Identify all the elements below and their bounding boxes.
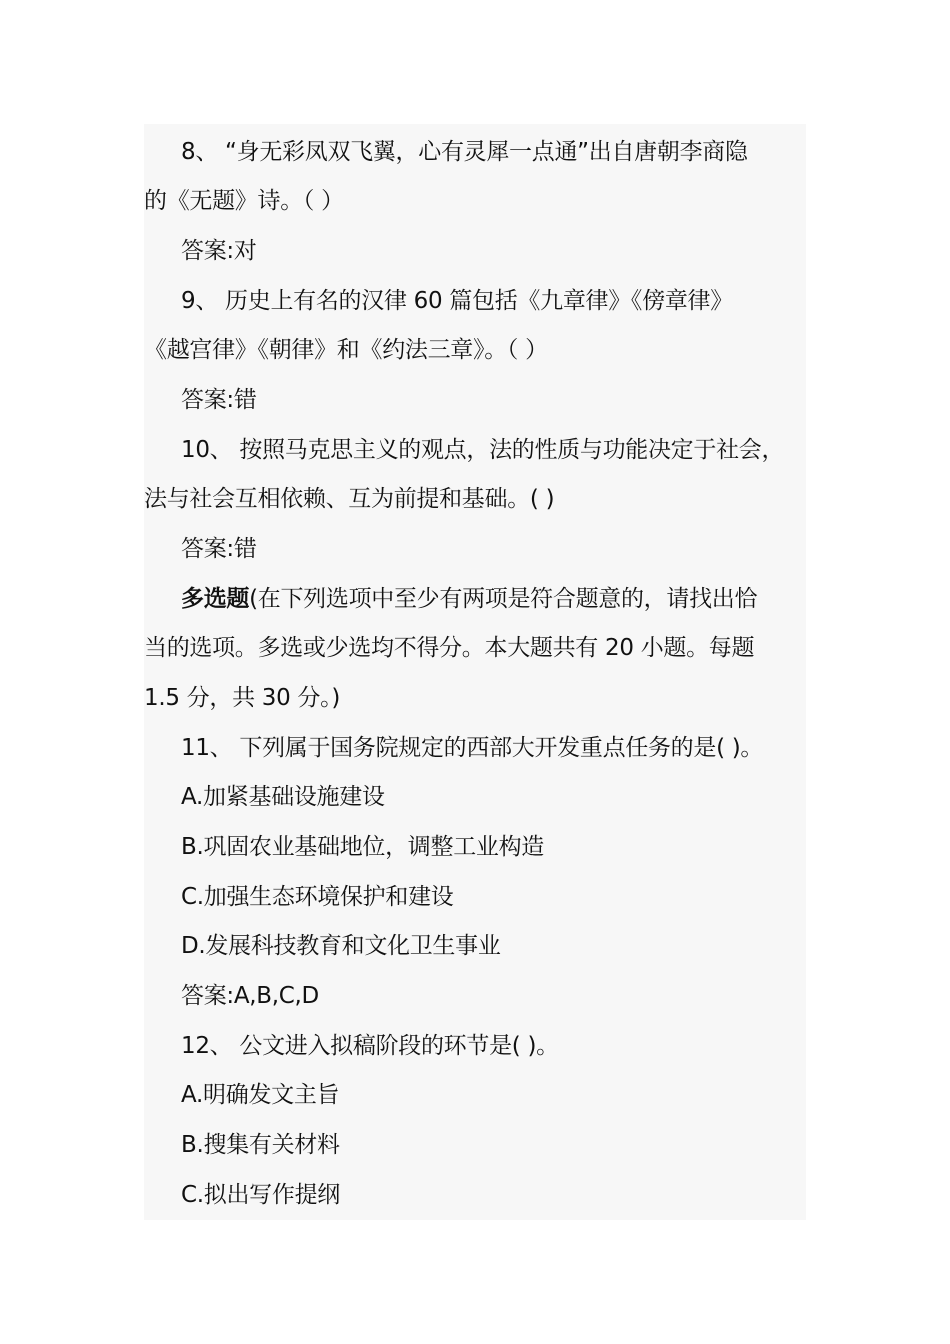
section-intro-line-3: 1.5 分，共 30 分。) [144,685,341,711]
answer-8: 答案:对 [181,238,257,264]
question-11-option-b: B.巩固农业基础地位，调整工业构造 [181,834,544,860]
answer-11: 答案:A,B,C,D [181,983,319,1009]
question-11: 11、 下列属于国务院规定的西部大开发重点任务的是( )。 [181,735,764,761]
question-10-line-1: 10、 按照马克思主义的观点，法的性质与功能决定于社会， [181,437,785,463]
section-intro-line-1 [144,583,806,615]
question-8-line-2: 的《无题》诗。（ ） [144,188,344,214]
question-9-line-2: 《越宫律》《朝律》和《约法三章》。（ ） [144,337,548,363]
answer-9: 答案:错 [181,387,257,413]
document-page [144,124,806,1220]
question-12-option-b: B.搜集有关材料 [181,1132,340,1158]
question-9-line-1: 9、 历史上有名的汉律 60 篇包括《九章律》《傍章律》 [181,288,733,314]
question-8-line-1: 8、 “身无彩凤双飞翼，心有灵犀一点通”出自唐朝李商隐 [181,139,748,165]
section-title: 多选题 [181,586,250,612]
question-11-option-a: A.加紧基础设施建设 [181,784,385,810]
question-12-option-a: A.明确发文主旨 [181,1082,340,1108]
section-intro-line-2: 当的选项。多选或少选均不得分。本大题共有 20 小题。每题 [144,635,755,661]
question-12: 12、 公文进入拟稿阶段的环节是( )。 [181,1033,559,1059]
question-11-option-c: C.加强生态环境保护和建设 [181,884,454,910]
section-intro-text: (在下列选项中至少有两项是符合题意的，请找出恰 [249,586,758,612]
question-10-line-2: 法与社会互相依赖、互为前提和基础。( ) [144,486,555,512]
answer-10: 答案:错 [181,536,257,562]
question-12-option-c: C.拟出写作提纲 [181,1182,340,1208]
question-11-option-d: D.发展科技教育和文化卫生事业 [181,933,501,959]
